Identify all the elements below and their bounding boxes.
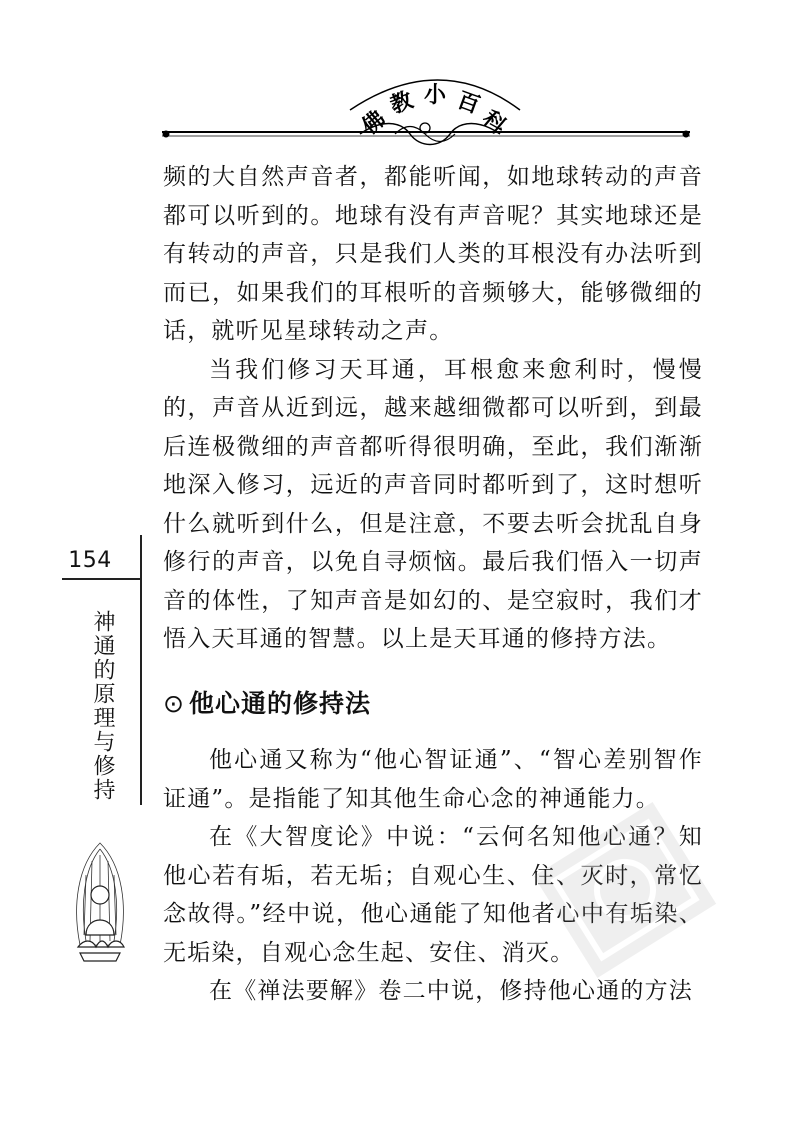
paragraph-tianer-practice: 当我们修习天耳通，耳根愈来愈利时，慢慢的，声音从近到远，越来越细微都可以听到，到最后连极微细的声音都听得很明确，至此，我们渐渐地深入修习，远近的声音同时都听到了，这时想听什么就听到什么，但是注意，不要去听会扰乱自身修行的声音，以免自寻烦恼。最后我们悟入一切声音的体性，了知声音是如幻的、是空寂时，我们才悟入天耳通的智慧。以上是天耳通的修持方法。	[163, 356, 703, 652]
margin-divider	[140, 535, 142, 805]
header-char-3: 小	[424, 83, 447, 108]
section-heading	[163, 685, 703, 724]
section-heading-text: 他心通的修持法	[188, 688, 371, 718]
paragraph-chanfa-yaojie: 在《禅法要解》卷二中说，修持他心通的方法	[209, 978, 693, 1004]
paragraph-taxin-definition: 他心通又称为“他心智证通”、“智心差别智作证通”。是指能了知其他生命心念的神通能力。	[163, 747, 703, 812]
paragraph-dazhidulun-quote: 在《大智度论》中说：“云何名知他心通？知他心若有垢，若无垢；自观心生、住、灭时，常忆念故得。”经中说，他心通能了知他者心中有垢染、无垢染，自观心念生起、安住、消灭。	[163, 824, 703, 966]
chapter-title-vertical: 神通的原理与修持	[90, 610, 115, 802]
header-title	[357, 78, 520, 140]
watermark-stamp	[530, 790, 720, 990]
header-char-2: 教	[387, 87, 417, 119]
circle-dot-icon: ⊙	[163, 688, 185, 718]
buddha-figure-icon	[60, 835, 140, 985]
page-number-underline	[62, 578, 142, 580]
paragraph-continuation: 频的大自然声音者，都能听闻，如地球转动的声音都可以听到的。地球有没有声音呢？其实地球还是有转动的声音，只是我们人类的耳根没有办法听到而已，如果我们的耳根听的音频够大，能够微细的话，就听见星球转动之声。	[163, 164, 703, 344]
header-char-4: 百	[453, 87, 483, 119]
header-char-5: 科	[477, 106, 511, 140]
page-number: 154	[68, 548, 112, 573]
header-char-1: 佛	[357, 106, 391, 140]
